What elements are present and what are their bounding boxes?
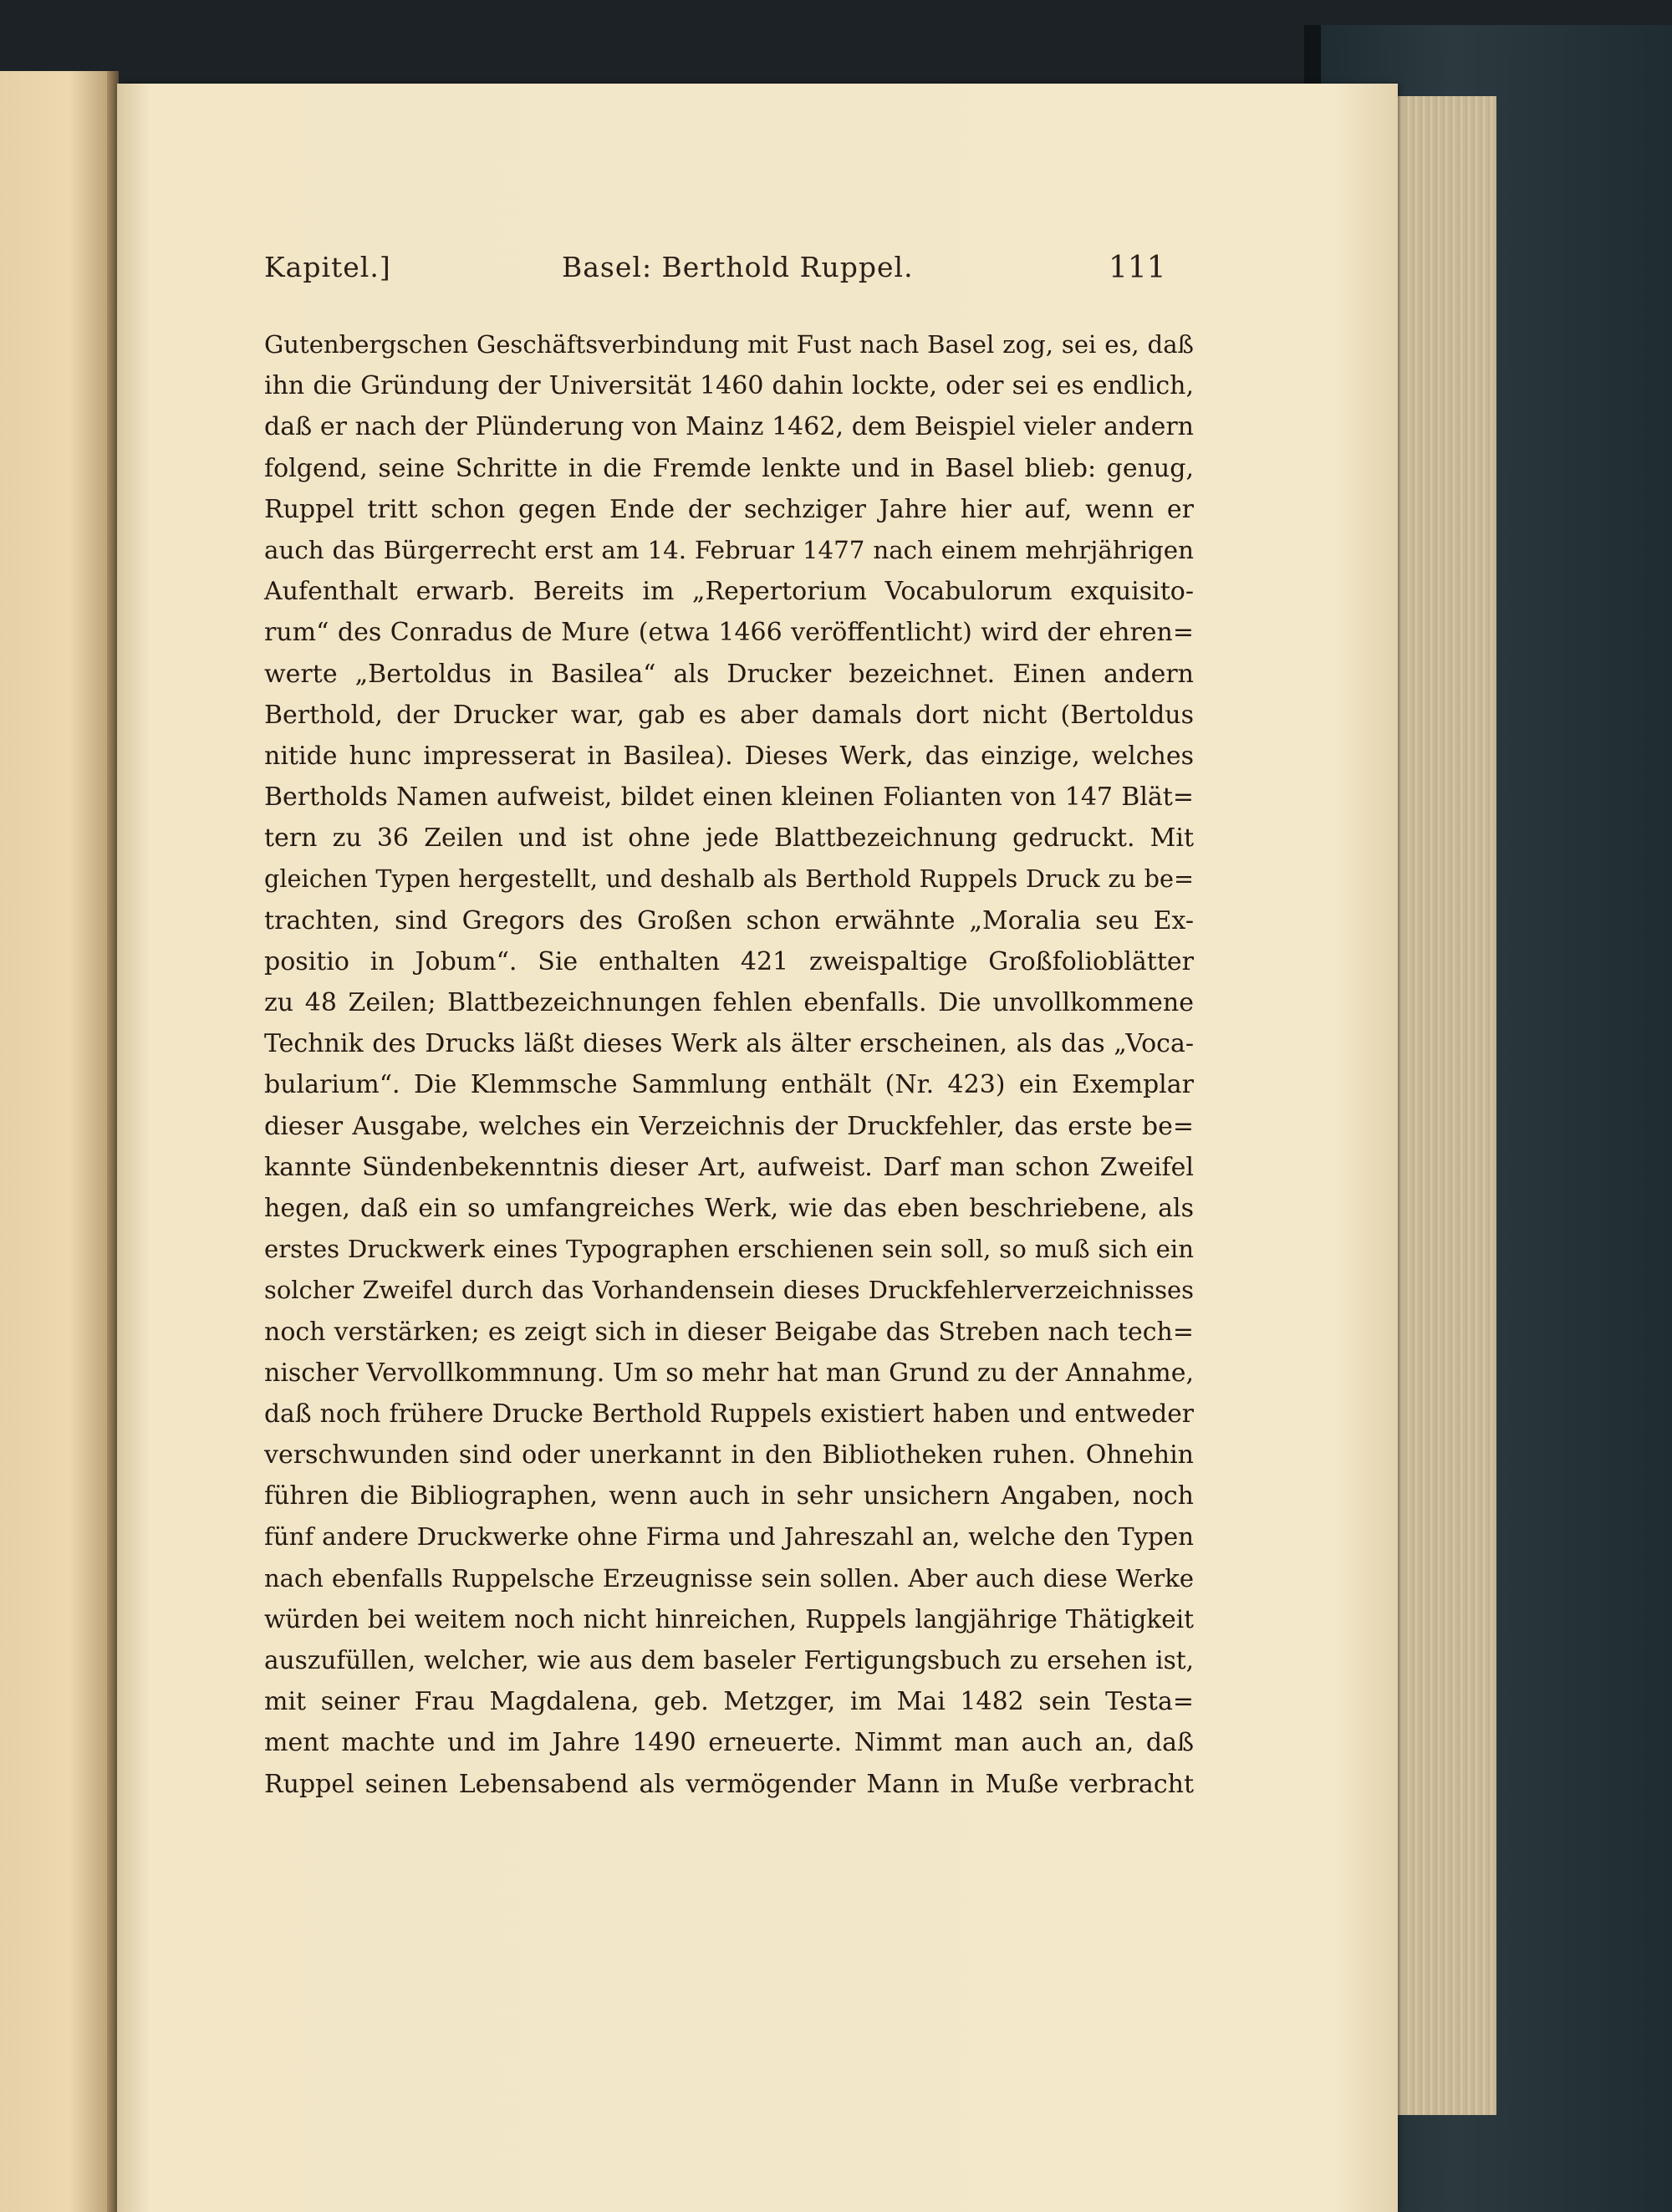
text-line: verschwunden sind oder unerkannt in den Bibliotheken ruhen. Ohnehin — [264, 1440, 1194, 1470]
text-line: ihn die Gründung der Universität 1460 dahin lockte, oder sei es endlich, — [264, 371, 1194, 401]
text-line: trachten, sind Gregors des Großen schon erwähnte „Moralia seu Ex- — [264, 905, 1194, 935]
text-line: folgend, seine Schritte in die Fremde lenkte und in Basel blieb: genug, — [264, 453, 1194, 483]
running-head-chapter: Kapitel.] — [264, 251, 391, 283]
text-line: erstes Druckwerk eines Typographen erschienen sein soll, so muß sich ein — [264, 1235, 1194, 1264]
text-line: ment machte und im Jahre 1490 erneuerte. Nimmt man auch an, daß — [264, 1728, 1194, 1758]
text-line: Berthold, der Drucker war, gab es aber damals dort nicht (Bertoldus — [264, 700, 1194, 730]
text-line: rum“ des Conradus de Mure (etwa 1466 veröffentlicht) wird der ehren= — [264, 618, 1194, 648]
text-line: auszufüllen, welcher, wie aus dem baseler Fertigungsbuch zu ersehen ist, — [264, 1646, 1194, 1674]
text-line: Bertholds Namen aufweist, bildet einen kleinen Folianten von 147 Blät= — [264, 782, 1194, 813]
text-line: positio in Jobum“. Sie enthalten 421 zweispaltige Großfolioblätter — [264, 946, 1194, 976]
text-line: dieser Ausgabe, welches ein Verzeichnis der Druckfehler, das erste be= — [264, 1111, 1194, 1141]
body-text — [264, 324, 1194, 1805]
text-line: fünf andere Druckwerke ohne Firma und Jahreszahl an, welche den Typen — [264, 1522, 1194, 1552]
text-line: Technik des Drucks läßt dieses Werk als älter erscheinen, als das „Voca- — [264, 1029, 1194, 1059]
text-line: noch verstärken; es zeigt sich in dieser Beigabe das Streben nach tech= — [264, 1317, 1194, 1347]
text-line: Ruppel tritt schon gegen Ende der sechziger Jahre hier auf, wenn er — [264, 494, 1194, 524]
text-line: Ruppel seinen Lebensabend als vermögender Mann in Muße verbracht — [264, 1769, 1194, 1799]
text-line: daß noch frühere Drucke Berthold Ruppels existiert haben und entweder — [264, 1399, 1194, 1429]
running-head — [264, 251, 1184, 288]
text-line: Gutenbergschen Geschäftsverbindung mit Fust nach Basel zog, sei es, daß — [264, 330, 1194, 359]
text-line: mit seiner Frau Magdalena, geb. Metzger, im Mai 1482 sein Testa= — [264, 1687, 1194, 1717]
text-line: werte „Bertoldus in Basilea“ als Drucker bezeichnet. Einen andern — [264, 659, 1194, 689]
text-line: Aufenthalt erwarb. Bereits im „Repertorium Vocabulorum exquisito- — [264, 577, 1194, 607]
text-line: kannte Sündenbekenntnis dieser Art, aufweist. Darf man schon Zweifel — [264, 1152, 1194, 1182]
facing-page-left — [0, 71, 115, 2212]
text-line: solcher Zweifel durch das Vorhandensein dieses Druckfehlerverzeichnisses — [264, 1276, 1194, 1305]
text-line: nischer Vervollkommnung. Um so mehr hat man Grund zu der Annahme, — [264, 1358, 1194, 1388]
page-number: 111 — [1109, 251, 1166, 285]
text-line: nitide hunc impresserat in Basilea). Dieses Werk, das einzige, welches — [264, 741, 1194, 771]
text-line: nach ebenfalls Ruppelsche Erzeugnisse sein sollen. Aber auch diese Werke — [264, 1563, 1194, 1593]
text-line: tern zu 36 Zeilen und ist ohne jede Blattbezeichnung gedruckt. Mit — [264, 823, 1194, 854]
page-stack-edges — [1394, 96, 1496, 2115]
text-line: auch das Bürgerrecht erst am 14. Februar 1477 nach einem mehrjährigen — [264, 535, 1194, 564]
text-line: bularium“. Die Klemmsche Sammlung enthält (Nr. 423) ein Exemplar — [264, 1070, 1194, 1100]
text-line: daß er nach der Plünderung von Mainz 1462, dem Beispiel vieler andern — [264, 412, 1194, 442]
text-line: würden bei weitem noch nicht hinreichen, Ruppels langjährige Thätigkeit — [264, 1604, 1194, 1634]
text-line: gleichen Typen hergestellt, und deshalb als Berthold Ruppels Druck zu be= — [264, 864, 1194, 894]
running-head-title: Basel: Berthold Ruppel. — [562, 251, 914, 283]
text-line: führen die Bibliographen, wenn auch in sehr unsichern Angaben, noch — [264, 1481, 1194, 1511]
text-line: zu 48 Zeilen; Blattbezeichnungen fehlen ebenfalls. Die unvollkommene — [264, 988, 1194, 1017]
text-line: hegen, daß ein so umfangreiches Werk, wie das eben beschriebene, als — [264, 1193, 1194, 1223]
